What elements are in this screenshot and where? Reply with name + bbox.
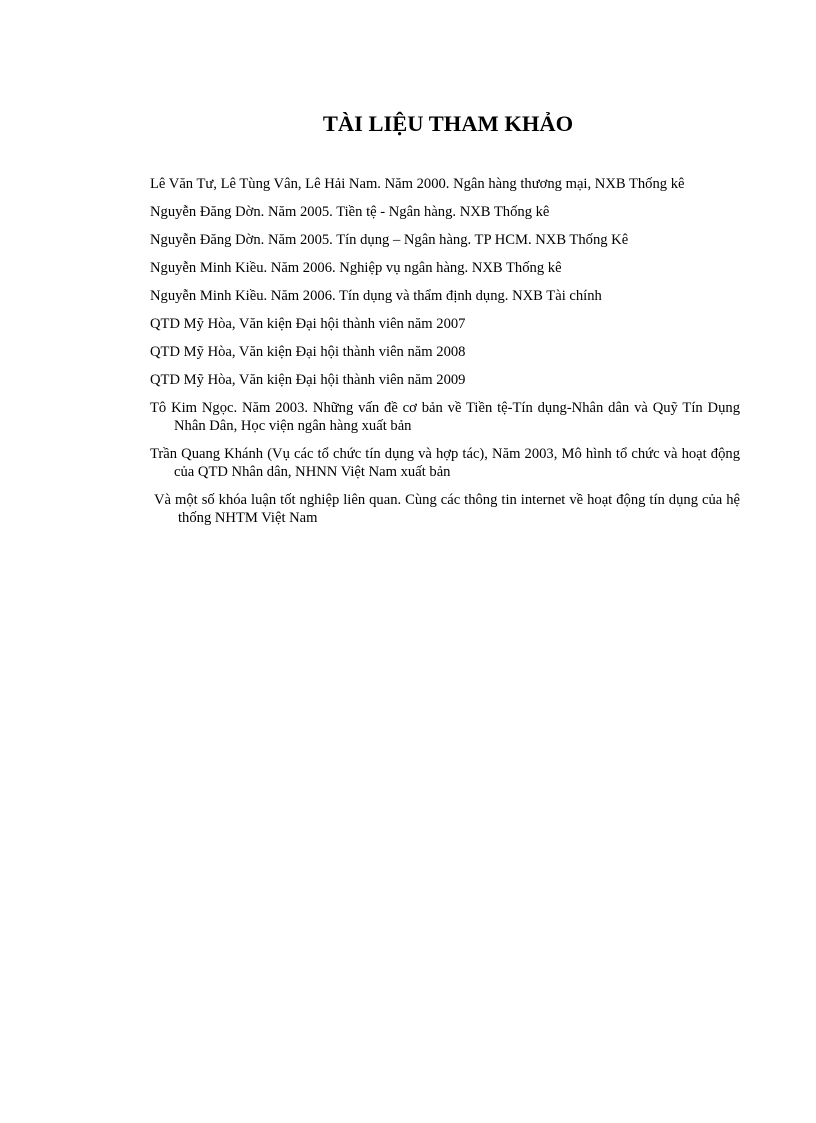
reference-item: Nguyễn Minh Kiều. Năm 2006. Tín dụng và thẩm định dụng. NXB Tài chính bbox=[150, 288, 602, 304]
reference-item: Nguyễn Minh Kiều. Năm 2006. Nghiệp vụ ngân hàng. NXB Thống kê bbox=[150, 260, 562, 276]
reference-item: Tô Kim Ngọc. Năm 2003. Những vấn đề cơ bản về Tiền tệ-Tín dụng-Nhân dân và Quỹ Tín Dụng Nhân Dân, Học viện ngân hàng xuất bản bbox=[150, 400, 740, 434]
page-title: TÀI LIỆU THAM KHẢO bbox=[322, 111, 574, 136]
reference-item: QTD Mỹ Hòa, Văn kiện Đại hội thành viên năm 2009 bbox=[150, 372, 466, 388]
reference-item: Nguyễn Đăng Dờn. Năm 2005. Tín dụng – Ngân hàng. TP HCM. NXB Thống Kê bbox=[150, 232, 629, 248]
reference-list bbox=[150, 175, 740, 537]
reference-item: Lê Văn Tư, Lê Tùng Vân, Lê Hải Nam. Năm 2000. Ngân hàng thương mại, NXB Thống kê bbox=[150, 176, 685, 192]
reference-item: QTD Mỹ Hòa, Văn kiện Đại hội thành viên năm 2007 bbox=[150, 316, 466, 332]
reference-item: QTD Mỹ Hòa, Văn kiện Đại hội thành viên năm 2008 bbox=[150, 344, 466, 360]
reference-item: Trần Quang Khánh (Vụ các tổ chức tín dụng và hợp tác), Năm 2003, Mô hình tổ chức và hoạt động của QTD Nhân dân, NHNN Việt Nam xuất bản bbox=[150, 446, 740, 480]
reference-item: Nguyễn Đăng Dờn. Năm 2005. Tiền tệ - Ngân hàng. NXB Thống kê bbox=[150, 204, 550, 220]
reference-item: Và một số khóa luận tốt nghiệp liên quan. Cùng các thông tin internet về hoạt động tín dụng của hệ thống NHTM Việt Nam bbox=[154, 492, 740, 526]
